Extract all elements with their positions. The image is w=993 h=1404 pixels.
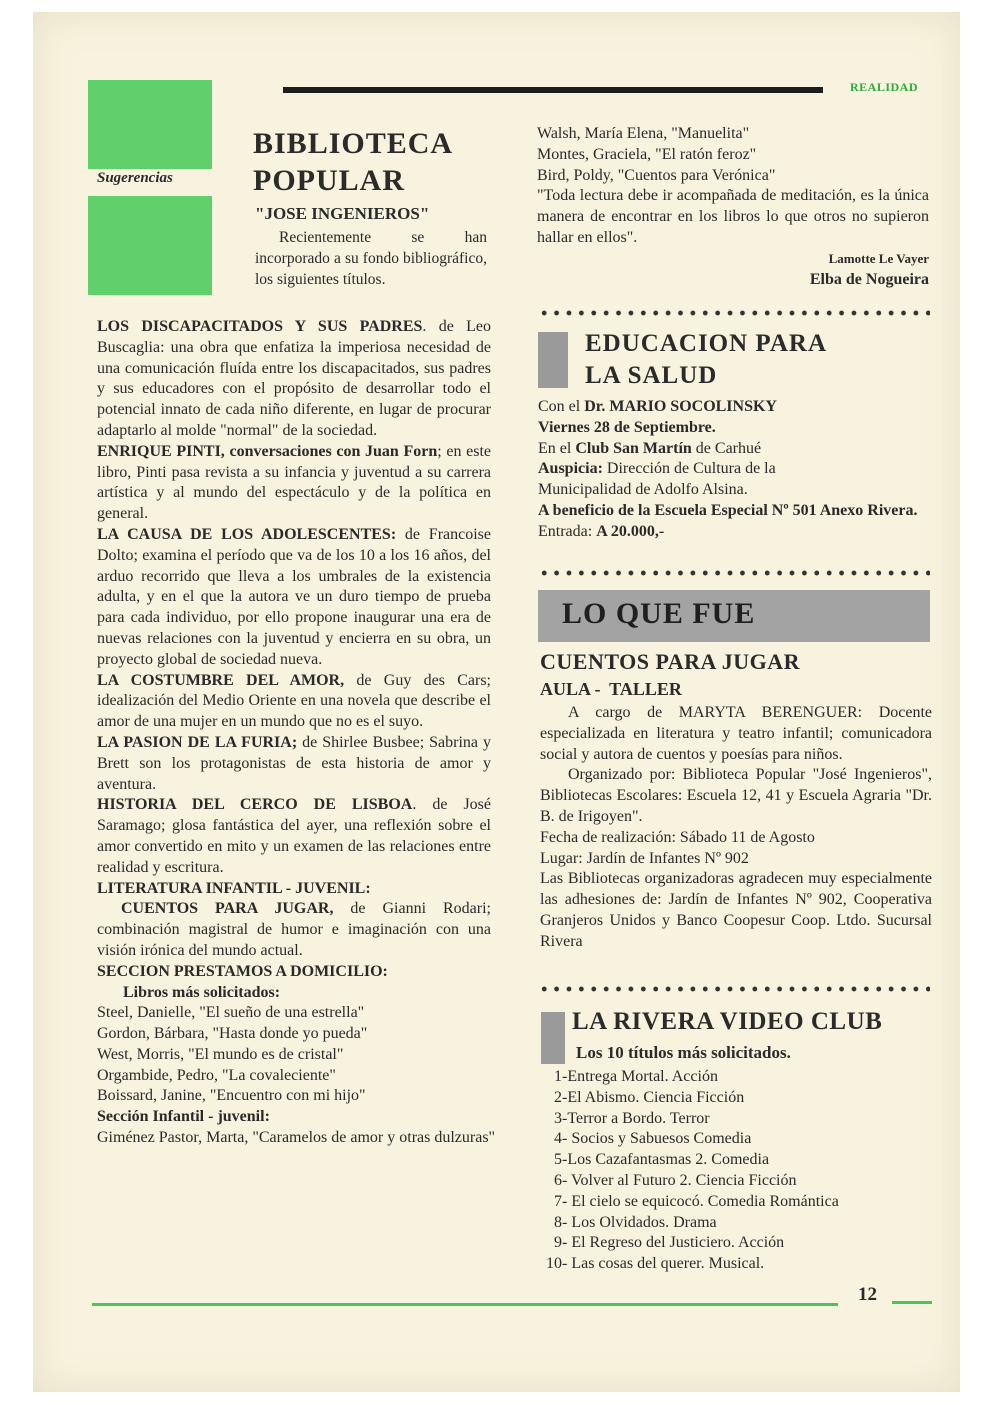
infantil-loan-item: Walsh, María Elena, "Manuelita": [537, 125, 750, 142]
list-item: 10- Las cosas del querer. Musical.: [546, 1255, 765, 1273]
quote-author: Lamotte Le Vayer: [828, 250, 929, 266]
salud-lugar: En el Club San Martín de Carhué: [538, 439, 762, 457]
lo-que-fue-fecha: Fecha de realización: Sábado 11 de Agosto: [540, 828, 815, 846]
loan-item: Steel, Danielle, "El sueño de una estrella": [97, 1004, 365, 1022]
quote: "Toda lectura debe ir acompañada de meditación, es la única manera de encontrar en los libros lo que otros no supieron hallar en ellos".: [537, 187, 929, 246]
salud-details: [538, 397, 928, 543]
library-subtitle: "JOSE INGENIEROS": [255, 204, 430, 223]
library-book-list: [97, 317, 496, 1149]
book-entry: LA CAUSA DE LOS ADOLESCENTES: de Francoise Dolto; examina el período que va de los 10 a los 16 años, del arduo recorrido que lleva a los umbrales de la existencia adulta, y en el que la autora ve un duro tiempo de prueba para cada individuo, por ello propone inaugurar una era de nuevas relaciones con la juventud y encierra en su obra, un proyecto global de sociedad nueva.: [97, 525, 491, 668]
loan-item: Orgambide, Pedro, "La covaleciente": [97, 1066, 336, 1084]
list-item: 7- El cielo se equicocó. Comedia Romántica: [554, 1192, 839, 1210]
infantil-loan-item: Montes, Graciela, "El ratón feroz": [537, 145, 757, 163]
green-block-top: [88, 80, 212, 169]
top-rule: [283, 87, 823, 93]
video-title: LA RIVERA VIDEO CLUB: [572, 1008, 883, 1035]
list-item: 1-Entrega Mortal. Acción: [554, 1068, 718, 1085]
library-title-line1: BIBLIOTECA: [253, 127, 454, 160]
lo-que-fue-p1: A cargo de MARYTA BERENGUER: Docente especializada en literatura y teatro infantil; comunicadora social y autora de cuentos y poesías para niños.: [540, 704, 932, 763]
salud-beneficio: A beneficio de la Escuela Especial Nº 501 Anexo Rivera.: [538, 501, 918, 519]
video-subtitle: Los 10 títulos más solicitados.: [576, 1043, 791, 1062]
green-block-bottom: [88, 196, 212, 295]
cuentos-title: CUENTOS PARA JUGAR: [540, 649, 800, 674]
prestamos-heading: SECCION PRESTAMOS A DOMICILIO:: [97, 962, 388, 980]
infantil-heading: LITERATURA INFANTIL - JUVENIL:: [97, 879, 371, 897]
dot-divider: [538, 570, 930, 576]
page-number: 12: [858, 1284, 877, 1305]
infantil-loan-item: Bird, Poldy, "Cuentos para Verónica": [537, 166, 776, 184]
infantil-section-label: Sección Infantil - juvenil:: [97, 1108, 270, 1126]
salud-entrada: Entrada: A 20.000,-: [538, 522, 665, 540]
video-list: [546, 1067, 936, 1275]
list-item: 8- Los Olvidados. Drama: [554, 1213, 717, 1231]
list-item: 9- El Regreso del Justiciero. Acción: [554, 1234, 785, 1252]
salud-con: Con el Dr. MARIO SOCOLINSKY: [538, 398, 777, 415]
loan-item: West, Morris, "El mundo es de cristal": [97, 1045, 344, 1063]
dot-divider: [538, 986, 930, 992]
book-entry: LA COSTUMBRE DEL AMOR, de Guy des Cars; idealización del Medio Oriente en una novela que describe el amor de una mujer en un mundo que no es el suyo.: [97, 671, 491, 731]
book-entry: LA PASION DE LA FURIA; de Shirlee Busbee; Sabrina y Brett son los protagonistas de esta historia de amor y aventura.: [97, 733, 492, 793]
lo-que-fue-p2: Organizado por: Biblioteca Popular "José Ingenieros", Bibliotecas Escolares: Escuela 12, 41 y Escuela Agraria "Dr. B. de Irigoyen".: [540, 766, 932, 825]
salud-fecha: Viernes 28 de Septiembre.: [538, 418, 716, 436]
salud-grey-bar: [538, 332, 568, 388]
book-entry: LOS DISCAPACITADOS Y SUS PADRES. de Leo Buscaglia: una obra que enfatiza la imperiosa necesidad de una comunicación fluída entre los discapacitados, sus padres y sus educadores con el propósito de desarrollar todo el potencial innato de cada niño diferente, en lugar de procurar adaptarlo al molde "normal" de la sociedad.: [97, 318, 492, 439]
aula-taller: AULA - TALLER: [540, 679, 682, 699]
loan-item: Gordon, Bárbara, "Hasta donde yo pueda": [97, 1025, 368, 1043]
section-tag: REALIDAD: [850, 80, 919, 94]
loan-item: Boissard, Janine, "Encuentro con mi hijo": [97, 1087, 366, 1105]
book-entry: ENRIQUE PINTI, conversaciones con Juan Forn; en este libro, Pinti pasa revista a su infancia y juventud a su carrera artística y al mundo del espectáculo y de la política en general.: [97, 442, 492, 523]
mas-solicitados-label: Libros más solicitados:: [123, 983, 281, 1001]
list-item: 3-Terror a Bordo. Terror: [554, 1109, 710, 1127]
salud-title-line1: EDUCACION PARA: [585, 330, 828, 357]
list-item: 4- Socios y Sabuesos Comedia: [554, 1130, 752, 1148]
library-title-line2: POPULAR: [253, 164, 405, 197]
list-item: 5-Los Cazafantasmas 2. Comedia: [554, 1151, 770, 1169]
salud-title-line2: LA SALUD: [585, 362, 718, 389]
infantil-entry: CUENTOS PARA JUGAR, de Gianni Rodari; combinación magistral de humor e imaginación con una visión irónica del mundo actual.: [97, 900, 491, 959]
video-grey-bar: [541, 1012, 565, 1064]
infantil-loan-item: Giménez Pastor, Marta, "Caramelos de amor y otras dulzuras": [97, 1129, 496, 1147]
list-item: 6- Volver al Futuro 2. Ciencia Ficción: [554, 1171, 797, 1189]
list-item: 2-El Abismo. Ciencia Ficción: [554, 1088, 745, 1106]
library-intro: Recientemente se han incorporado a su fondo bibliográfico, los siguientes títulos.: [255, 229, 487, 288]
footer-rule-short: [892, 1301, 932, 1304]
library-continuation: [537, 124, 929, 290]
book-entry: HISTORIA DEL CERCO DE LISBOA. de José Saramago; glosa fantástica del ayer, una reflexión sobre el amor convertido en mito y un examen de las relaciones entre realidad y escritura.: [97, 796, 491, 876]
lo-que-fue-body: [540, 703, 932, 953]
salud-auspicia: Auspicia: Dirección de Cultura de la Municipalidad de Adolfo Alsina.: [538, 460, 776, 499]
sidebar-label: Sugerencias: [97, 170, 173, 186]
dot-divider: [538, 310, 930, 316]
signature: Elba de Nogueira: [809, 270, 929, 288]
lo-que-fue-lugar: Lugar: Jardín de Infantes Nº 902: [540, 849, 749, 867]
lo-que-fue-p3: Las Bibliotecas organizadoras agradecen muy especialmente las adhesiones de: Jardín de Infantes Nº 902, Cooperativa Granjeros Unidos y Banco Coopesur Coop. Ltdo. Sucursal Rivera: [540, 870, 932, 950]
lo-que-fue-title: LO QUE FUE: [562, 597, 756, 630]
footer-rule: [92, 1303, 838, 1306]
